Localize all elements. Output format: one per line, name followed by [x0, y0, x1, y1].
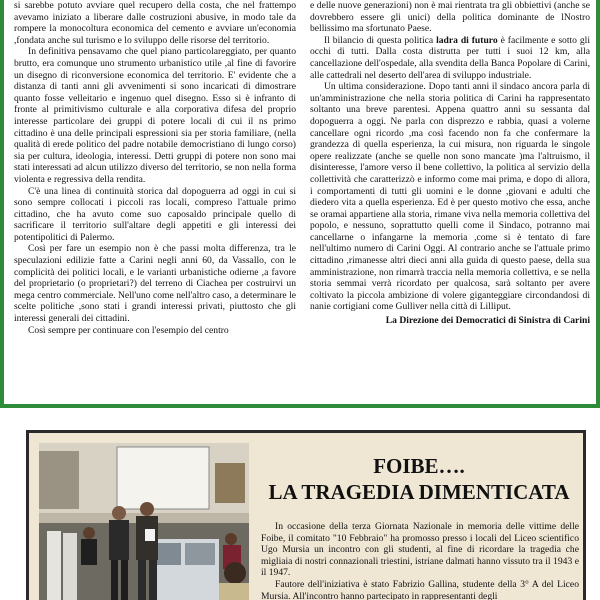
bilancio-bold-phrase: ladra di futuro	[436, 34, 498, 46]
left-paragraph-5: Così sempre per continuare con l'esempio del centro	[28, 324, 229, 336]
left-paragraph-4: Così per fare un esempio non è che passi molta differenza, tra le speculazioni edilizie fatte a Carini negli anni 60, da Vassallo, con le complicità dei politici locali, e le varianti urbanistiche odierne ,a favore del proprietario (o proprietari?) del terreno di Ciachea per costruirvi un mega centro commerciale. Nell'uno come nell'altro caso, a determinare le scelte politiche ,sono stati i grandi interessi privati, piuttosto che gli interessi generali dei cittadini.	[14, 243, 296, 325]
left-text-column	[14, 0, 296, 402]
left-paragraph-1: si sarebbe potuto avviare quel recupero della costa, che nel frattempo avevamo iniziato a liberare dalle costruzioni abusive, in modo tale da rompere la monocoltura economica del cemento e avviare un'economia ,fondata anche sul turismo e lo sviluppo delle risorse del territorio.	[14, 0, 296, 46]
event-photo-illustration	[39, 443, 249, 600]
left-paragraph-2: In definitiva pensavamo che quel piano particolareggiato, per quanto brutto, era comunque uno strumento urbanistico utile ,al fine di favorire un disegno di riconversione economica del territorio. E' evidente che a distanza di tanti anni gli avvenimenti si sono incaricati di dimostrare quanto fosse velleitario e ingenuo quel disegno. Esso si è infranto di fronte al primitivismo culturale e alla corporativa difesa del proprio interesse particolare dei gruppi di potere locali di cui il ns primo cittadino è una delle principali espressioni sia per storia familiare, (nella qualità di erede politico del padre notabile democristiano di lungo corso) sia per cultura, ideologia, interessi. Detti gruppi di potere non sono mai stati interessati ad alcun utilizzo diverso del territorio, se non nella forma violenta e regressiva della rendita.	[14, 46, 296, 185]
bilancio-text-before: Il bilancio di questa politica	[324, 34, 437, 46]
foibe-article-box	[26, 430, 586, 600]
signature: La Direzione dei Democratici di Sinistra di Carini	[385, 315, 590, 327]
right-paragraph-conclusion: Un ultima considerazione. Dopo tanti anni il sindaco ancora parla di un'amministrazione che nella storia politica di Carini ha rappresentato soltanto una breve parentesi. Appena quattro anni su sessanta dal dopoguerra a oggi. Ne parla con disprezzo e rabbia, quasi a volerne cancellare ogni ricordo ,ma così facendo non fa che confermare la grandezza di quella esperienza, la cui misura, non riguarda le singole opere realizzate (anche se quelle non sono mancate )ma l'altruismo, il disinteresse, l'amore verso il bene collettivo, la politica al servizio della collettività che caratterizzò e informo come mai prima, e dopo di allora, i comportamenti di tutti gli uomini e le donne ,giovani e adulti che diedero vita a quella esperienza. Ed è per questo motivo che essa, anche se oramai appartiene alla storia, rimane viva nella memoria collettiva del popolo, e nessuno, soprattutto quelli come il Sindaco, potranno mai cancellarne o infangarne la memoria ,come si è tentato di fare nell'ultimo numero di Carini Oggi. Al contrario anche se l'attuale primo cittadino ,rimanesse altri dieci anni alla guida di questo paese, della sua amministrazione, non rimarrà traccia nella memoria collettiva, e se nella storia semmai verrà ricordato per qualcosa, sarà soltanto per avere coltivato la piccola ambizione di volere giganteggiare circondandosi di nanie cortigiani come Gulliver nella città di Lilliput.	[310, 81, 590, 313]
article-paragraph-1: In occasione della terza Giornata Nazionale in memoria delle vittime delle Foibe, il comitato "10 Febbraio" ha promosso presso i locali del Liceo scientifico Ugo Mursia un incontro con gli studenti, al fine di ricordare la tragedia che migliaia di nostri connazionali triestini, istriane dalmati hanno vissuto tra il 1943 e il 1947.	[261, 521, 579, 579]
bilancio-text-after: è facilmente e sotto gli occhi di tutti. Dalla costa distrutta per tutti i suoi 12 km, alla cancellazione dell'ospedale, alla svendita della Banca Popolare di Carini, alle cattedrali nel deserto dell'area di sviluppo industriale.	[310, 34, 590, 81]
article-title-line-2: LA TRAGEDIA DIMENTICATA	[268, 480, 570, 504]
right-bilancio-paragraph	[310, 35, 590, 81]
article-body	[261, 521, 579, 600]
article-title	[259, 453, 579, 505]
article-title-line-1: FOIBE….	[373, 454, 465, 478]
right-intro-paragraph: e delle nuove generazioni) non è mai rientrata tra gli obbiettivi (anche se dovrebbero essere gli unici) della politica dominante de lNostro bellissimo ma sfortunato Paese.	[310, 0, 590, 35]
right-text-column	[310, 0, 590, 402]
event-photo	[39, 443, 249, 600]
article-paragraph-2: Fautore dell'iniziativa è stato Fabrizio Gallina, studente della 3° A del Liceo Mursia. All'incontro hanno partecipato in rappresentanti degli	[261, 578, 579, 600]
left-paragraph-3: C'è una linea di continuità storica dal dopoguerra ad oggi in cui si sono sempre collocati i piccoli ras locali, compreso l'attuale primo cittadino, che ha avuto come suo caposaldo principale quello di sacrificare il territorio sull'altare degli appetiti e gli interessi dei potentipolitici di Palermo.	[14, 185, 296, 243]
